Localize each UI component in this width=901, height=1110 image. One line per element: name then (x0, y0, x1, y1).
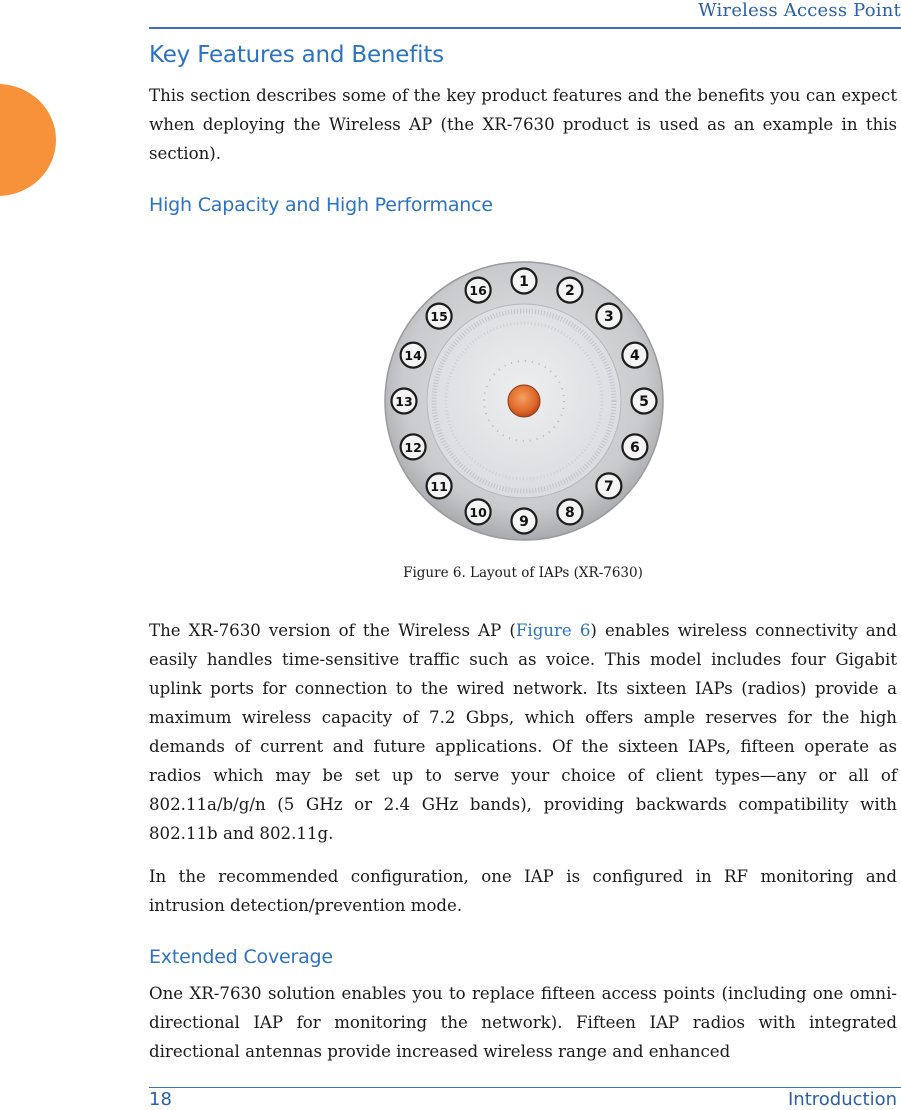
iap-label-15: 15 (430, 309, 448, 325)
iap-label-12: 12 (404, 439, 422, 455)
footer-chapter-title: Introduction (787, 1089, 897, 1110)
section-intro-paragraph: This section describes some of the key product features and the benefits you can expect when deploying the Wireless AP (the XR-7630 product is used as an example in this section). (149, 86, 897, 163)
section-title: Key Features and Benefits (149, 42, 444, 68)
capacity-paragraph-lead: The XR-7630 version of the Wireless AP ( (149, 621, 516, 640)
running-header-title: Wireless Access Point (698, 0, 901, 21)
monitoring-paragraph: In the recommended configuration, one IAP is configured in RF monitoring and intrusion detection/prevention mode. (149, 867, 897, 915)
chapter-tab-marker (0, 84, 56, 196)
iap-label-8: 8 (565, 504, 575, 521)
iap-label-7: 7 (604, 478, 614, 495)
header-rule (149, 27, 901, 29)
iap-layout-diagram (383, 258, 665, 542)
footer-rule (149, 1087, 901, 1088)
page-number: 18 (149, 1089, 172, 1110)
iap-label-5: 5 (639, 394, 649, 410)
iap-label-1: 1 (519, 274, 529, 290)
coverage-paragraph: One XR-7630 solution enables you to replace fifteen access points (including one omni-directional IAP for monitoring the network). Fifteen IAP radios with integrated directional antennas provide increased wireless range and enhanced (149, 984, 897, 1061)
iap-label-2: 2 (565, 283, 575, 300)
iap-label-4: 4 (630, 348, 640, 365)
iap-label-16: 16 (469, 283, 487, 299)
iap-label-14: 14 (404, 348, 422, 364)
iap-label-3: 3 (604, 309, 614, 326)
iap-label-9: 9 (519, 514, 529, 530)
capacity-paragraph (149, 616, 897, 848)
center-status-led (508, 385, 540, 417)
iap-label-10: 10 (469, 504, 487, 520)
figure-6-link[interactable]: Figure 6 (515, 621, 591, 640)
iap-label-11: 11 (430, 478, 448, 494)
figure-caption: Figure 6. Layout of IAPs (XR-7630) (403, 565, 643, 581)
iap-layout-figure (383, 258, 665, 542)
iap-label-13: 13 (395, 394, 413, 409)
subsection-title-coverage: Extended Coverage (149, 946, 333, 968)
subsection-title-capacity: High Capacity and High Performance (149, 194, 493, 216)
iap-label-6: 6 (630, 439, 640, 456)
capacity-paragraph-body: ) enables wireless connectivity and easily handles time-sensitive traffic such as voice. This model includes four Gigabit uplink ports for connection to the wired network. Its sixteen IAPs (radios) provide a maximum wireless capacity of 7.2 Gbps, which offers ample reserves for the high demands of current and future applications. Of the sixteen IAPs, fifteen operate as radios which may be set up to serve your choice of client types—any or all of 802.11a/b/g/n (5 GHz or 2.4 GHz bands), providing backwards compatibility with 802.11b and 802.11g. (149, 621, 897, 843)
